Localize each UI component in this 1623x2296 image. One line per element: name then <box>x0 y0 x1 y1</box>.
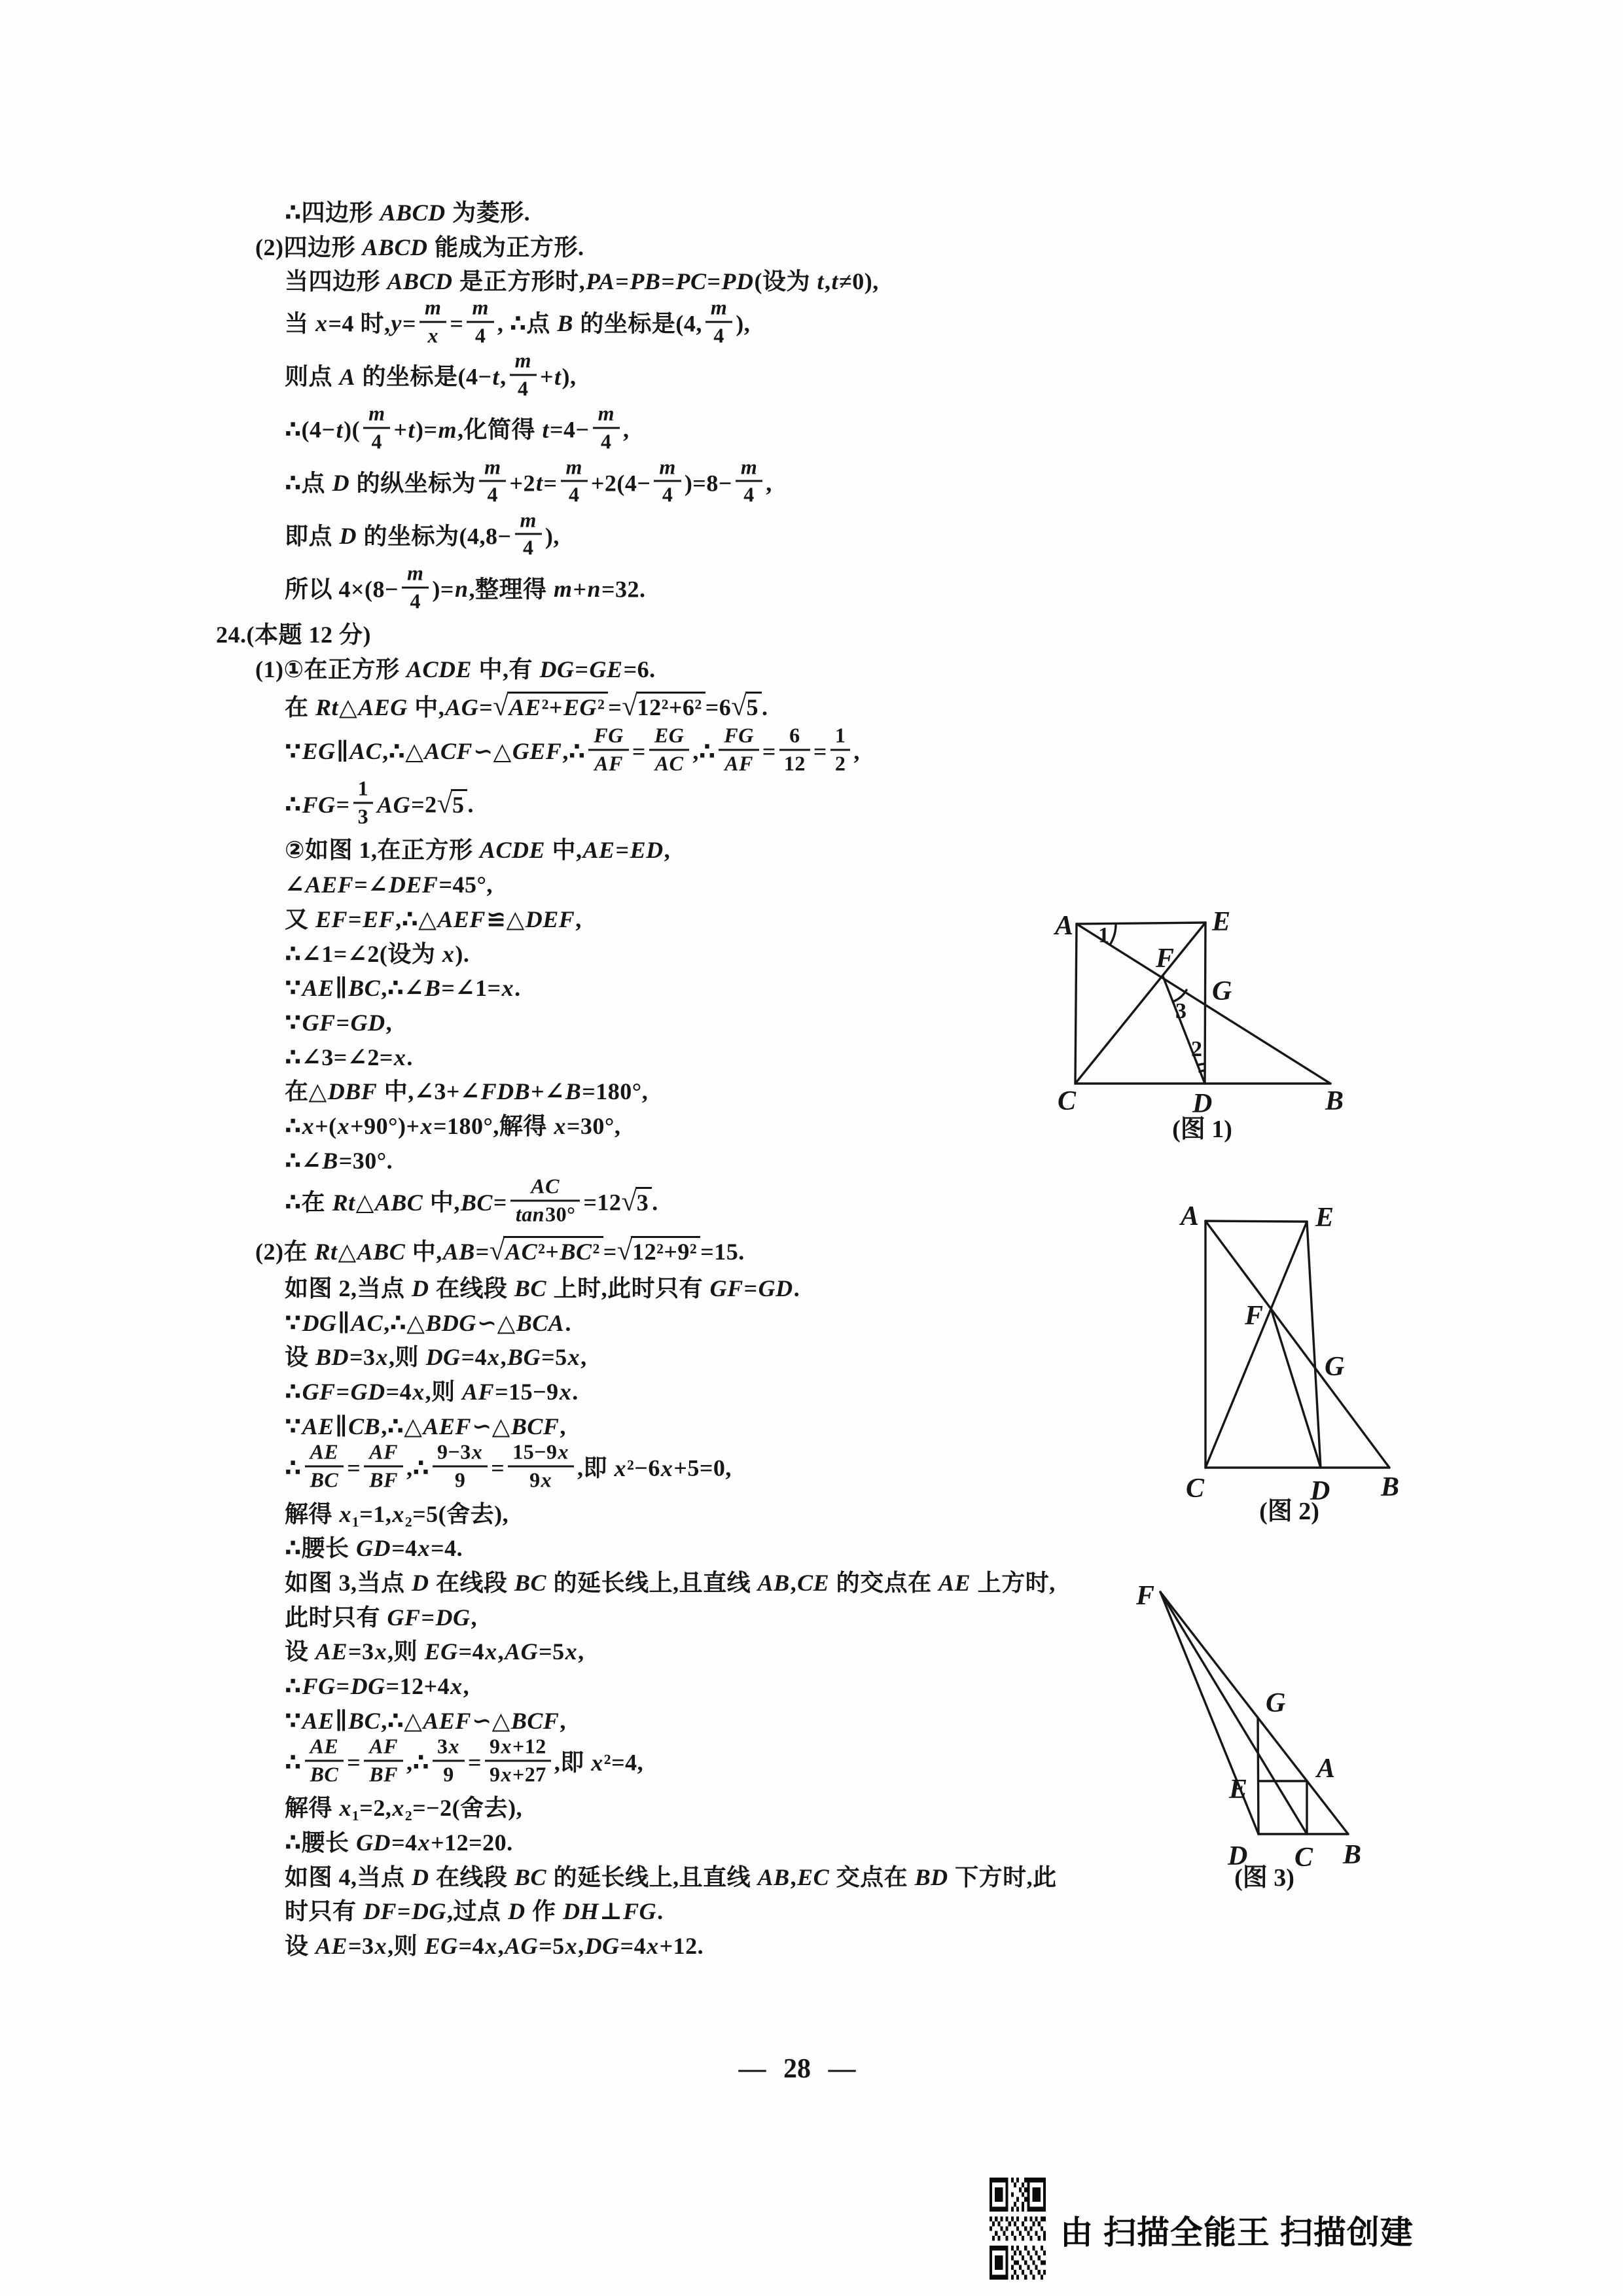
scanner-footer <box>987 2172 1615 2284</box>
solution-line: 所以 4×(8− $\frac{m}{4}$ )=n,整理得 m+n=32. <box>285 561 646 613</box>
solution-line: ∴腰长 GD=4x=4. <box>285 1535 463 1562</box>
solution-line: (2)在 Rt△ABC 中,AB=√AC²+BC² =√12²+9² =15. <box>255 1235 745 1267</box>
fig2-label-E: E <box>1315 1203 1334 1233</box>
solution-line: ∴腰长 GD=4x+12=20. <box>285 1829 513 1856</box>
fig2-label-G: G <box>1325 1352 1345 1382</box>
solution-line: ∴∠B=30°. <box>285 1147 393 1174</box>
solution-line: ∴FG= $\frac{1}{3}$ AG=2√5 . <box>285 776 474 828</box>
solution-line: 设 AE=3x,则 EG=4x,AG=5x, <box>285 1638 584 1665</box>
fig3-caption: (图 3) <box>1234 1864 1294 1892</box>
solution-line: 解得 x₁=2,x₂=−2(舍去), <box>285 1795 523 1822</box>
solution-line: 在 Rt△AEG 中,AG=√AE²+EG² =√12²+6² =6√5 . <box>285 691 768 722</box>
solution-line: 设 BD=3x,则 DG=4x,BG=5x, <box>285 1344 587 1371</box>
fig3-label-B: B <box>1343 1840 1362 1870</box>
solution-line: ∴(4−t)( $\frac{m}{4}$ +t)=m,化简得 t=4− $\frac{m}{4}$ , <box>285 401 630 453</box>
fig2-label-F: F <box>1245 1301 1264 1331</box>
solution-line: ∴GF=GD=4x,则 AF=15−9x. <box>285 1379 579 1405</box>
fig1-angle-1: 1 <box>1098 923 1109 947</box>
solution-lines <box>216 195 1129 1965</box>
solution-line: ∴在 Rt△ABC 中,BC= $\frac{AC}{\tan 30^\circ}$ =12√3 . <box>285 1174 658 1226</box>
fig1-label-B: B <box>1325 1086 1344 1116</box>
solution-line: ∴∠1=∠2(设为 x). <box>285 940 470 967</box>
fig2-label-D: D <box>1310 1476 1330 1506</box>
figure-1-square-ACDE <box>1047 890 1466 1178</box>
solution-line: (2)四边形 ABCD 能成为正方形. <box>255 234 584 260</box>
fig1-label-A: A <box>1055 911 1074 941</box>
solution-line: 当 x=4 时,y= $\frac{m}{x}$ = $\frac{m}{4}$ , ∴点 B 的坐标是(4, $\frac{m}{4}$ ), <box>285 295 751 347</box>
solution-line: ∴ $\frac{AE}{BC}$ = $\frac{AF}{BF}$ ,∴ $\frac{3x}{9}$ = $\frac{9x+12}{9x+27}$ ,即 x²=4, <box>285 1734 644 1786</box>
solution-line: ∴四边形 ABCD 为菱形. <box>285 200 531 226</box>
fig2-label-B: B <box>1381 1472 1400 1502</box>
solution-line: 则点 A 的坐标是(4−t, $\frac{m}{4}$ +t), <box>285 348 577 400</box>
solution-line: 24.(本题 12 分) <box>216 622 371 648</box>
fig3-label-A: A <box>1317 1754 1336 1784</box>
figure-1-lines <box>1075 923 1330 1084</box>
solution-line: ∵AE∥CB,∴△AEF∽△BCF, <box>285 1413 566 1439</box>
fig3-label-C: C <box>1294 1843 1313 1873</box>
fig1-label-C: C <box>1058 1086 1077 1116</box>
solution-line: 设 AE=3x,则 EG=4x,AG=5x,DG=4x+12. <box>285 1933 704 1960</box>
solution-line: ∵EG∥AC,∴△ACF∽△GEF,∴ $\frac{FG}{AF}$ = $\frac{EG}{AC}$ ,∴ $\frac{FG}{AF}$ = $\frac{6}{12}$ = $\frac{1}{2}$ , <box>285 723 860 775</box>
solution-line: 解得 x₁=1,x₂=5(舍去), <box>285 1500 509 1527</box>
fig1-caption: (图 1) <box>1172 1116 1232 1143</box>
solution-line: 如图 2,当点 D 在线段 BC 上时,此时只有 GF=GD. <box>285 1275 800 1302</box>
solution-line: 如图 4,当点 D 在线段 BC 的延长线上,且直线 AB,EC 交点在 BD 下方时,此 <box>285 1863 1057 1890</box>
solution-line: ∴点 D 的纵坐标为 $\frac{m}{4}$ +2t= $\frac{m}{4}$ +2(4− $\frac{m}{4}$ )=8− $\frac{m}{4}$ , <box>285 455 772 506</box>
solution-line: ∴x+(x+90°)+x=180°,解得 x=30°, <box>285 1112 621 1139</box>
solution-line: 即点 D 的坐标为(4,8− $\frac{m}{4}$ ), <box>285 508 560 559</box>
fig2-caption: (图 2) <box>1259 1498 1319 1525</box>
solution-line: 又 EF=EF,∴△AEF≌△DEF, <box>285 906 582 932</box>
solution-line: (1)①在正方形 ACDE 中,有 DG=GE=6. <box>255 656 656 682</box>
solution-line: ∴ $\frac{AE}{BC}$ = $\frac{AF}{BF}$ ,∴ $\frac{9-3x}{9}$ = $\frac{15-9x}{9x}$ ,即 x²−6x+5=0, <box>285 1439 732 1492</box>
solution-line: ∴FG=DG=12+4x, <box>285 1672 470 1699</box>
qr-code-icon <box>990 2178 1046 2280</box>
fig1-label-E: E <box>1212 907 1231 937</box>
figure-3-lines <box>1160 1592 1348 1834</box>
figure-2-square-ACDE <box>1152 1197 1440 1525</box>
solution-line: ∵AE∥BC,∴∠B=∠1=x. <box>285 975 521 1002</box>
solution-line: 在△DBF 中,∠3+∠FDB+∠B=180°, <box>285 1078 649 1105</box>
fig1-label-F: F <box>1156 944 1175 974</box>
solution-line: ∠AEF=∠DEF=45°, <box>285 872 493 898</box>
fig1-angle-2: 2 <box>1191 1037 1202 1061</box>
solution-line: ∵AE∥BC,∴△AEF∽△BCF, <box>285 1707 566 1734</box>
fig1-label-G: G <box>1212 976 1232 1006</box>
solution-line: ∴∠3=∠2=x. <box>285 1044 413 1070</box>
solution-line: 当四边形 ABCD 是正方形时,PA=PB=PC=PD(设为 t,t≠0), <box>285 268 879 295</box>
fig1-angle-3: 3 <box>1175 999 1186 1023</box>
scanner-app-text: 由 扫描全能王 扫描创建 <box>1060 2214 1414 2251</box>
fig3-label-D: D <box>1228 1841 1248 1871</box>
solution-line: ∵DG∥AC,∴△BDG∽△BCA. <box>285 1309 571 1336</box>
solution-line: 如图 3,当点 D 在线段 BC 的延长线上,且直线 AB,CE 的交点在 AE 上方时, <box>285 1569 1056 1596</box>
fig3-label-E: E <box>1229 1775 1248 1805</box>
figure-3-square-ACDE <box>1132 1570 1420 1898</box>
fig3-label-F: F <box>1136 1581 1155 1611</box>
fig2-label-A: A <box>1181 1201 1200 1231</box>
fig1-label-D: D <box>1192 1089 1213 1119</box>
fig2-label-C: C <box>1186 1474 1205 1504</box>
solution-line: ②如图 1,在正方形 ACDE 中,AE=ED, <box>285 837 671 864</box>
solution-line: 时只有 DF=DG,过点 D 作 DH⊥FG. <box>285 1898 664 1925</box>
figure-2-lines <box>1205 1221 1389 1468</box>
page-number: — 28 — <box>738 2054 856 2084</box>
solution-line: 此时只有 GF=DG, <box>285 1604 478 1631</box>
solution-line: ∵GF=GD, <box>285 1009 393 1036</box>
fig3-label-G: G <box>1266 1688 1286 1718</box>
